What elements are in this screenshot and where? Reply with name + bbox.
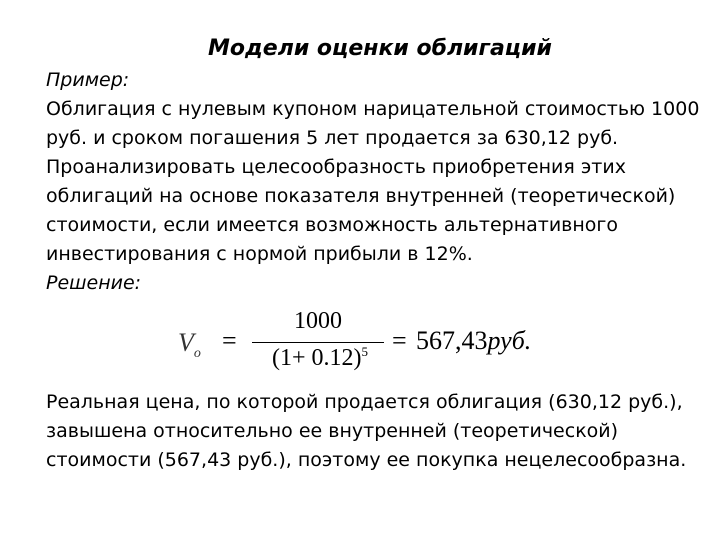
problem-line: стоимости, если имеется возможность альтернативного [46,214,619,236]
conclusion-line: стоимости (567,43 руб.), поэтому ее покупка нецелесообразна. [46,449,687,471]
solution-label: Решение: [46,272,142,294]
formula-var: V [178,328,194,357]
formula-subscript: o [193,346,201,362]
fraction-bar [252,342,384,343]
problem-line: облигаций на основе показателя внутренней (теоретической) [46,185,676,207]
formula-denominator [250,344,390,372]
conclusion-line: Реальная цена, по которой продается облигация (630,12 руб.), [46,391,683,413]
formula-equals: = [222,326,237,355]
problem-line: инвестирования с нормой прибыли в 12%. [46,243,473,265]
problem-block [46,66,716,298]
formula-lhs [178,328,201,362]
example-label: Пример: [46,69,130,91]
conclusion-line: завышена относительно ее внутренней (теоретической) [46,420,619,442]
problem-line: Облигация с нулевым купоном нарицательной стоимостью 1000 [46,98,700,120]
formula-equals: = [392,326,407,355]
formula-exponent: 5 [361,344,369,359]
formula-result [416,326,531,356]
formula-numerator: 1000 [294,308,342,334]
conclusion-block [46,388,716,475]
valuation-formula [178,308,538,372]
problem-line: Проанализировать целесообразность приобретения этих [46,156,626,178]
formula-result-value: 567,43 [416,326,488,355]
problem-line: руб. и сроком погашения 5 лет продается за 630,12 руб. [46,127,619,149]
formula-unit: руб. [487,326,532,355]
slide-title: Модели оценки облигаций [208,36,552,61]
formula-denominator-base: (1+ 0.12) [271,345,362,371]
